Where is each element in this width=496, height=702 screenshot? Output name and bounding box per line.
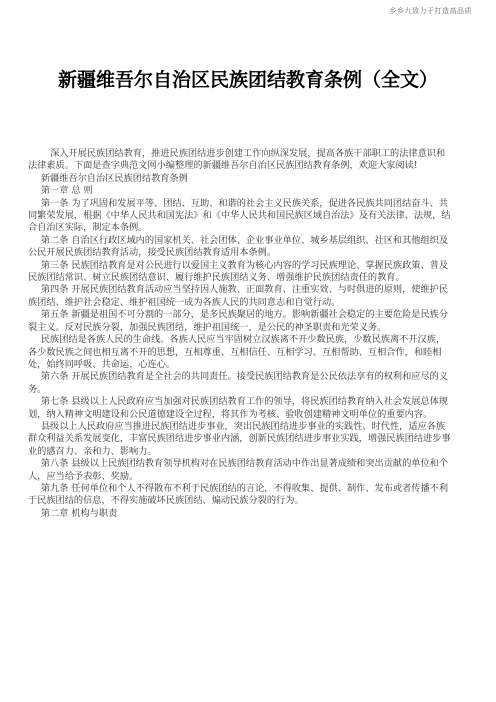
article-paragraph: 第八条 县级以上民族团结教育领导机构对在民族团结教育活动中作出显著成绩和突出贡献的单位和个人，应当给予表彰、奖励。 (28, 458, 449, 482)
article-paragraph: 第三条 民族团结教育是对公民进行以爱国主义教育为核心内容的学习民族理论、掌握民族政策、普及民族团结常识、树立民族团结意识、履行维护民族团结义务、增强维护民族团结责任的教育。 (28, 259, 449, 284)
article-paragraph: 第七条 县级以上人民政府应当加强对民族团结教育工作的领导，将民族团结教育纳入社会发展总体规划，纳入精神文明建设和公民道德建设全过程，将其作为考核、验收创建精神文明单位的重要内容。 (28, 396, 449, 420)
article-paragraph: 第一条 为了巩固和发展平等、团结、互助、和谐的社会主义民族关系，促进各民族共同团结奋斗、共同繁荣发展，根据《中华人民共和国宪法》和《中华人民共和国民族区域自治法》及有关法律、法规，结合自治区实际，制定本条例。 (28, 197, 451, 234)
intro-paragraph: 深入开展民族团结教育，推进民族团结进步创建工作向纵深发展，提高各族干部职工的法律意识和法律素质。下面是查字典范文网小编整理的新疆维吾尔自治区民族团结教育条例，欢迎大家阅读! (28, 148, 446, 172)
article-paragraph: 第九条 任何单位和个人不得散布不利于民族团结的言论，不得收集、提供、制作、发布或者传播不利于民族团结的信息，不得实施破坏民族团结、煽动民族分裂的行为。 (28, 482, 449, 507)
article-paragraph: 第二条 自治区行政区域内的国家机关、社会团体、企业事业单位、城乡基层组织、社区和其他组织及公民开展民族团结教育活动，接受民族团结教育适用本条例。 (28, 234, 449, 259)
chapter-heading: 第二章 机构与职责 (40, 507, 118, 519)
article-paragraph: 第五条 新疆是祖国不可分割的一部分，是多民族聚居的地方。影响新疆社会稳定的主要危险是民族分裂主义。反对民族分裂，加强民族团结，维护祖国统一，是公民的神圣职责和光荣义务。 (28, 309, 449, 333)
page-header-slogan: 乡乡九致力于打造高品质 (389, 7, 472, 15)
article-paragraph: 民族团结是各族人民的生命线。各族人民应当牢固树立汉族离不开少数民族，少数民族离不开汉族，各少数民族之间也相互离不开的思想，互相尊重、互相信任、互相学习、互相帮助、互相合作，和睦相处，始终同呼吸、共命运、心连心。 (28, 334, 446, 370)
document-body (28, 148, 454, 520)
law-name-line: 新疆维吾尔自治区民族团结教育条例 (40, 172, 188, 184)
article-paragraph: 县级以上人民政府应当推进民族团结进步事业，突出民族团结进步事业的实践性、时代性，适应各族群众利益关系发展变化，丰富民族团结进步事业内涵，创新民族团结进步事业实践，增强民族团结进步事业的感召力、亲和力、影响力。 (28, 420, 451, 457)
chapter-heading: 第一章 总 则 (40, 185, 93, 197)
article-paragraph: 第六条 开展民族团结教育是全社会的共同责任。接受民族团结教育是公民依法享有的权利和应尽的义务。 (28, 371, 449, 395)
document-title: 新疆维吾尔自治区民族团结教育条例（全文） (57, 69, 438, 91)
article-paragraph: 第四条 开展民族团结教育活动应当坚持因人施教、正面教育、注重实效、与时俱进的原则，使维护民族团结、维护社会稳定、维护祖国统一成为各族人民的共同意志和自觉行动。 (28, 284, 449, 308)
